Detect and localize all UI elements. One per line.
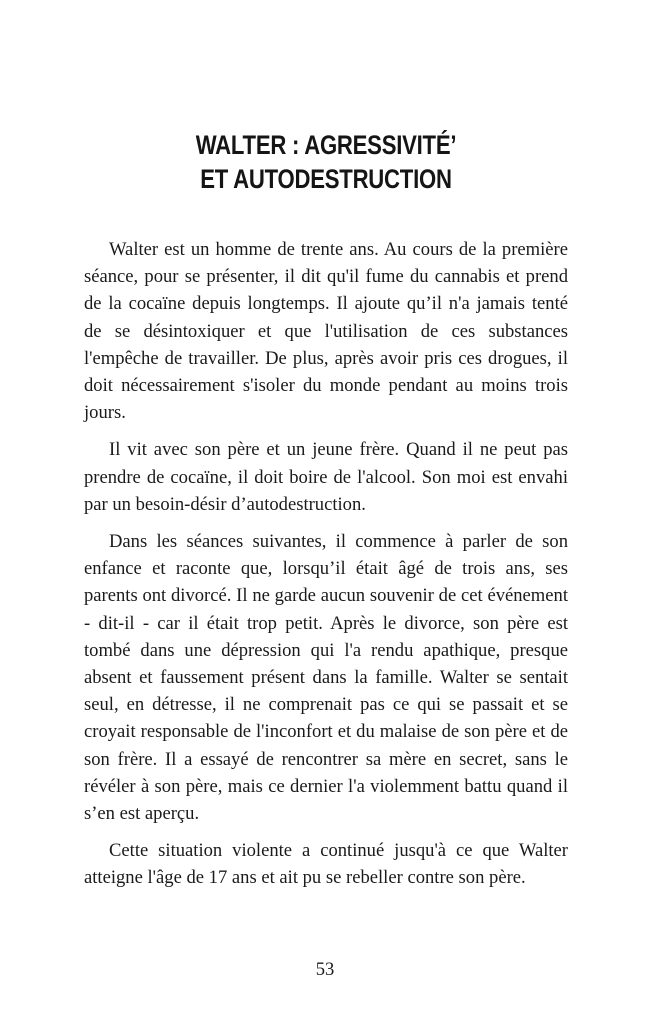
paragraph-2: Il vit avec son père et un jeune frère. Quand il ne peut pas prendre de cocaïne, il doit boire de l'alcool. Son moi est envahi par un besoin-désir d’autodestruction. xyxy=(84,439,568,515)
paragraph-4: Cette situation violente a continué jusqu'à ce que Walter atteigne l'âge de 17 ans et ait pu se rebeller contre son père. xyxy=(84,840,568,889)
chapter-title xyxy=(128,128,525,196)
book-page xyxy=(84,128,568,1008)
paragraph-1: Walter est un homme de trente ans. Au cours de la première séance, pour se présenter, il dit qu'il fume du cannabis et prend de la cocaïne depuis longtemps. Il ajoute qu’il n'a jamais tenté de se désintoxiquer et que l'utilisation de ces substances l'empêche de travailler. De plus, après avoir pris ces drogues, il doit nécessairement s'isoler du monde pendant au moins trois jours. xyxy=(84,239,568,424)
page-number: 53 xyxy=(315,959,335,980)
chapter-title-line-1: WALTER : AGRESSIVITÉ’ xyxy=(195,130,457,160)
paragraph-3: Dans les séances suivantes, il commence à parler de son enfance et raconte que, lorsqu’il était âgé de trois ans, ses parents ont divorcé. Il ne garde aucun souvenir de cet événement - dit-il - car il était trop petit. Après le divorce, son père est tombé dans une dépression qui l'a rendu apathique, presque absent et faussement présent dans la famille. Walter se sentait seul, en détresse, il ne comprenait pas ce qui se passait et se croyait responsable de l'inconfort et du malaise de son père et de son frère. Il a essayé de rencontrer sa mère en secret, sans le révéler à son père, mais ce dernier l'a violemment battu quand il s’en est aperçu. xyxy=(84,531,568,825)
chapter-body xyxy=(84,236,568,892)
chapter-title-line-2: ET AUTODESTRUCTION xyxy=(200,164,452,194)
